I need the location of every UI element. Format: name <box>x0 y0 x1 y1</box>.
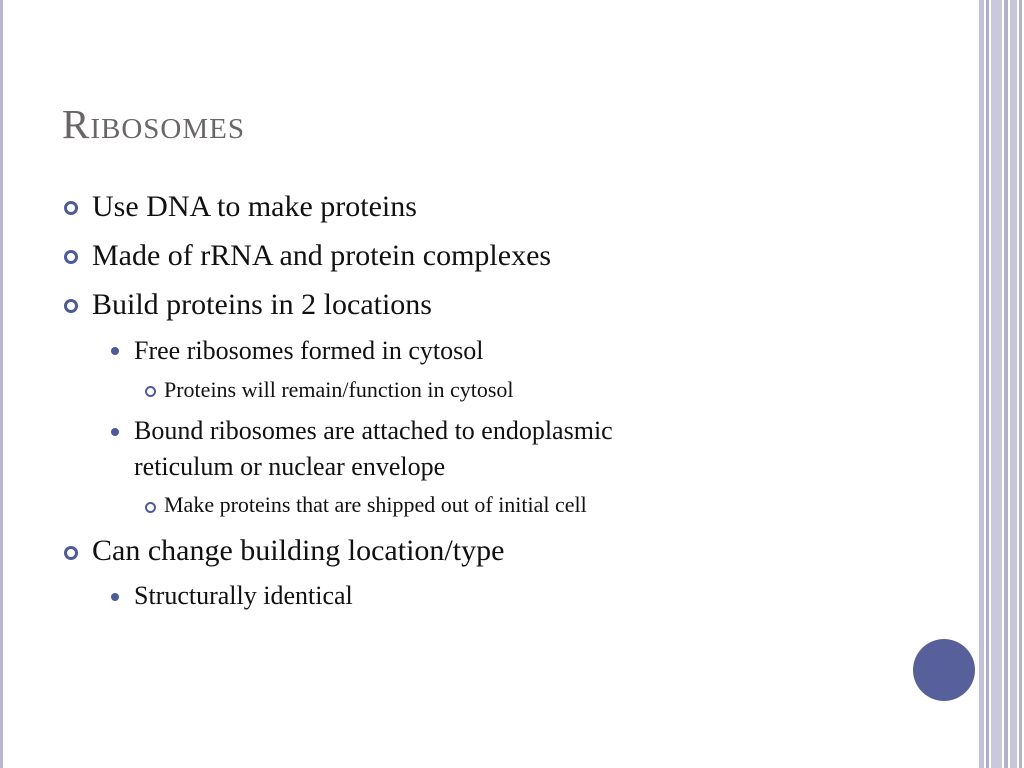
bullet-item: Proteins will remain/function in cytosol <box>164 377 514 402</box>
right-stripe <box>979 0 984 768</box>
ring-bullet-icon <box>64 250 78 264</box>
dot-bullet-icon <box>111 347 119 355</box>
dot-bullet-icon <box>111 593 119 601</box>
bullet-item: Build proteins in 2 locations <box>92 288 432 321</box>
ring-bullet-icon <box>64 546 78 560</box>
bullet-item: Bound ribosomes are attached to endoplasmic <box>134 416 613 445</box>
right-stripe <box>986 0 989 768</box>
right-stripe <box>1010 0 1017 768</box>
small-ring-bullet-icon <box>145 502 156 513</box>
small-ring-bullet-icon <box>145 386 156 397</box>
right-stripe <box>1019 0 1022 768</box>
bullet-item: Free ribosomes formed in cytosol <box>134 336 484 365</box>
slide-title: Ribosomes <box>62 101 245 147</box>
bullet-item-continuation: reticulum or nuclear envelope <box>134 452 446 481</box>
ring-bullet-icon <box>64 299 78 313</box>
ring-bullet-icon <box>64 201 78 215</box>
bullet-item: Structurally identical <box>134 581 353 610</box>
bullet-item: Use DNA to make proteins <box>92 190 417 223</box>
bullet-item: Made of rRNA and protein complexes <box>92 239 552 272</box>
circle-icon <box>913 639 975 701</box>
dot-bullet-icon <box>111 428 119 436</box>
bullet-item: Make proteins that are shipped out of initial cell <box>164 492 587 517</box>
right-stripe <box>1004 0 1008 768</box>
right-stripe <box>991 0 1002 768</box>
bullet-item: Can change building location/type <box>92 534 505 567</box>
